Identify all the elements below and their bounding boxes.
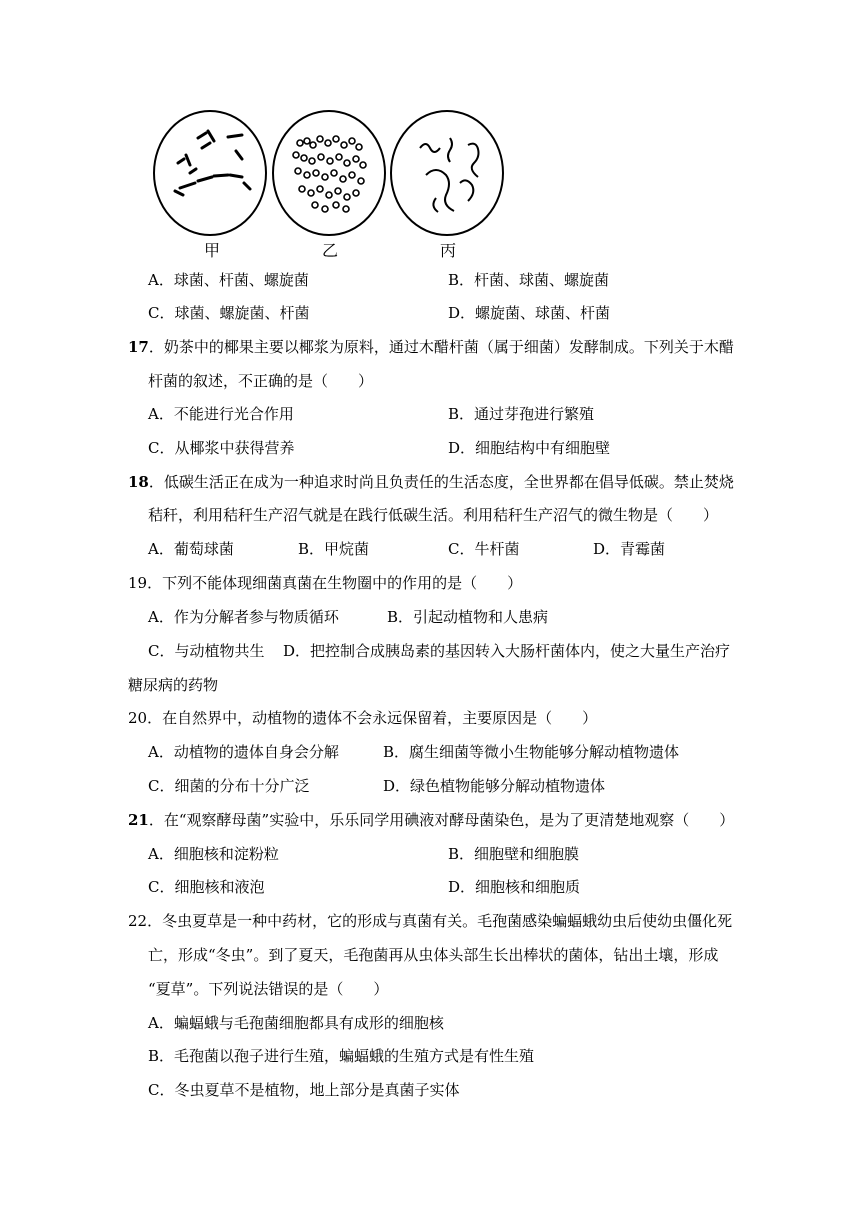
q22-option-c: C．冬虫夏草不是植物，地上部分是真菌子实体 xyxy=(148,1081,460,1099)
q22-option-b: B．毛孢菌以孢子进行生殖，蝙蝠蛾的生殖方式是有性生殖 xyxy=(148,1047,535,1065)
circle-bing xyxy=(391,111,503,235)
q20-stem: 20．在自然界中，动植物的遗体不会永远保留着，主要原因是（ ） xyxy=(128,709,598,727)
q18-number: 18 xyxy=(128,473,149,491)
q19-stem: 19．下列不能体现细菌真菌在生物圈中的作用的是（ ） xyxy=(128,574,523,592)
q19-option-b: B．引起动植物和人患病 xyxy=(387,608,549,626)
q21-option-d: D．细胞核和细胞质 xyxy=(448,878,581,896)
q18-option-d: D．青霉菌 xyxy=(593,540,666,558)
q16-option-d: D．螺旋菌、球菌、杆菌 xyxy=(448,304,611,322)
q18-option-c: C．牛杆菌 xyxy=(448,540,520,558)
q22-stem-line1: 22．冬虫夏草是一种中药材，它的形成与真菌有关。毛孢菌感染蝙蝠蛾幼虫后使幼虫僵化死 xyxy=(128,912,733,930)
q19-option-a: A．作为分解者参与物质循环 xyxy=(148,608,339,626)
q18-stem-line2: 秸秆，利用秸秆生产沼气就是在践行低碳生活。利用秸秆生产沼气的微生物是（ ） xyxy=(148,506,719,524)
spiral-bacteria xyxy=(420,138,479,212)
figure-label-bing: 丙 xyxy=(440,241,457,260)
q17-stem-line1: ．奶茶中的椰果主要以椰浆为原料，通过木醋杆菌（属于细菌）发酵制成。下列关于木醋 xyxy=(148,338,734,356)
q19-option-d-line2: 糖尿病的药物 xyxy=(128,676,219,694)
circle-yi xyxy=(273,111,385,235)
q17-option-a: A．不能进行光合作用 xyxy=(148,405,294,423)
q20-option-b: B．腐生细菌等微小生物能够分解动植物遗体 xyxy=(383,743,680,761)
q22-option-a: A．蝙蝠蛾与毛孢菌细胞都具有成形的细胞核 xyxy=(148,1014,444,1032)
q18-option-a: A．葡萄球菌 xyxy=(148,540,234,558)
q22-stem-line2: 亡，形成“冬虫”。到了夏天，毛孢菌再从虫体头部生长出棒状的菌体，钻出土壤，形成 xyxy=(148,946,719,964)
q17-option-b: B．通过芽孢进行繁殖 xyxy=(448,405,595,423)
figure-label-jia: 甲 xyxy=(204,241,221,260)
q21-option-a: A．细胞核和淀粉粒 xyxy=(148,845,279,863)
q18-stem xyxy=(128,472,734,492)
q18-option-b: B．甲烷菌 xyxy=(298,540,370,558)
cocci-bacteria xyxy=(293,136,366,212)
q21-number: 21 xyxy=(128,811,149,829)
q17-stem-line2: 杆菌的叙述，不正确的是（ ） xyxy=(148,372,374,390)
rod-bacteria xyxy=(175,131,250,195)
q21-option-c: C．细胞核和液泡 xyxy=(148,878,265,896)
q18-stem-line1: ．低碳生活正在成为一种追求时尚且负责任的生活态度，全世界都在倡导低碳。禁止焚烧 xyxy=(148,473,734,491)
q17-number: 17 xyxy=(128,338,149,356)
q21-stem xyxy=(128,810,734,830)
q19-option-c: C．与动植物共生 xyxy=(148,642,265,660)
q16-option-b: B．杆菌、球菌、螺旋菌 xyxy=(448,271,610,289)
q17-option-d: D．细胞结构中有细胞壁 xyxy=(448,439,611,457)
q20-option-c: C．细菌的分布十分广泛 xyxy=(148,777,310,795)
q16-option-a: A．球菌、杆菌、螺旋菌 xyxy=(148,271,309,289)
q21-stem-line1: ．在“观察酵母菌”实验中，乐乐同学用碘液对酵母菌染色，是为了更清楚地观察（ ） xyxy=(148,811,735,829)
q17-stem xyxy=(128,337,734,357)
q21-option-b: B．细胞壁和细胞膜 xyxy=(448,845,580,863)
q16-option-c: C．球菌、螺旋菌、杆菌 xyxy=(148,304,310,322)
q20-option-a: A．动植物的遗体自身会分解 xyxy=(148,743,339,761)
figure-label-yi: 乙 xyxy=(322,241,339,260)
q22-stem-line3: “夏草”。下列说法错误的是（ ） xyxy=(148,980,389,998)
q19-option-d-line1: D．把控制合成胰岛素的基因转入大肠杆菌体内，使之大量生产治疗 xyxy=(283,642,731,660)
q20-option-d: D．绿色植物能够分解动植物遗体 xyxy=(383,777,606,795)
circle-jia xyxy=(154,111,266,235)
q17-option-c: C．从椰浆中获得营养 xyxy=(148,439,295,457)
